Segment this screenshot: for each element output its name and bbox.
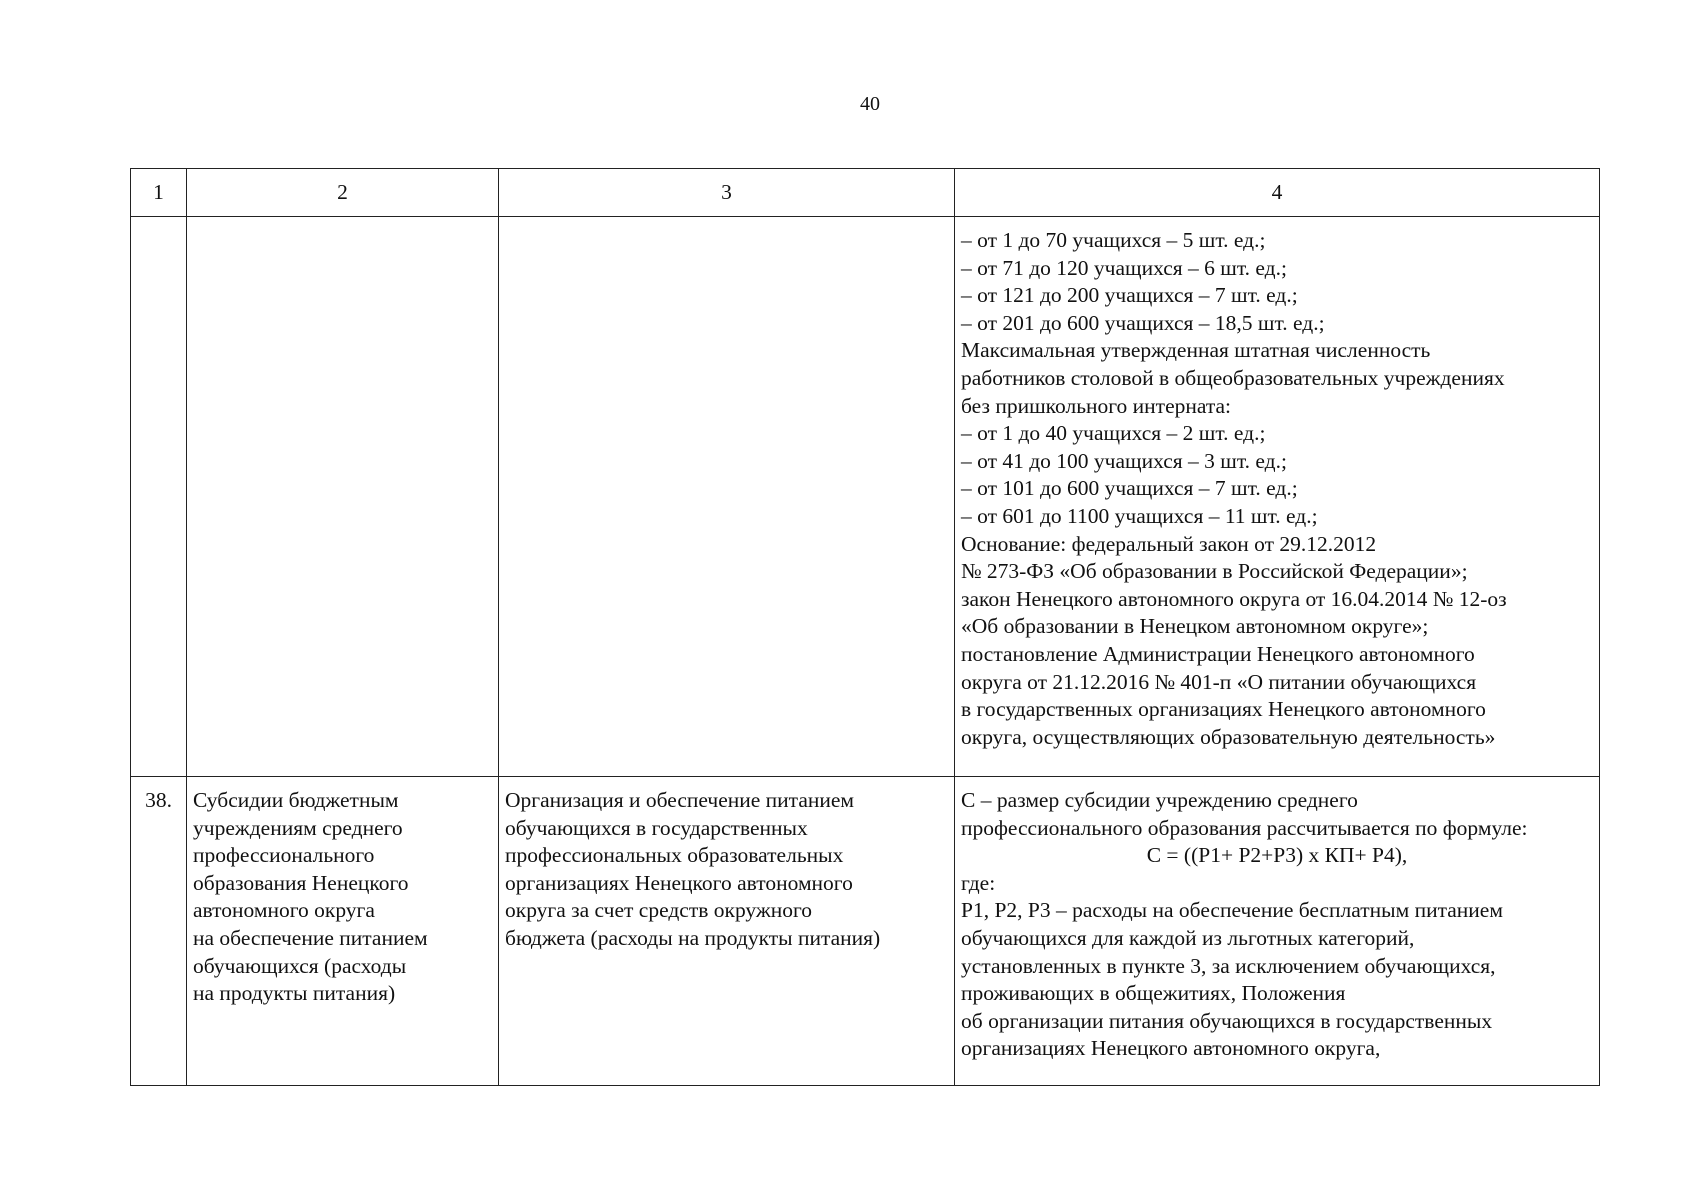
- text-line: без пришкольного интерната:: [961, 393, 1232, 418]
- header-cell-4: 4: [955, 169, 1600, 217]
- text-line: профессионального образования рассчитывается по формуле:: [961, 815, 1528, 840]
- text-line: проживающих в общежитиях, Положения: [961, 981, 1346, 1006]
- text-line: Организация и обеспечение питанием: [505, 788, 855, 812]
- text-line: округа, осуществляющих образовательную деятельность»: [961, 724, 1496, 749]
- row-38-method-cell: [955, 777, 1600, 1086]
- text-line: – от 1 до 70 учащихся – 5 шт. ед.;: [961, 228, 1266, 252]
- text-line: работников столовой в общеобразовательных учреждениях: [961, 365, 1505, 390]
- text-line: округа за счет средств окружного: [505, 898, 813, 923]
- text-line: – от 71 до 120 учащихся – 6 шт. ед.;: [961, 255, 1287, 280]
- table-row-continuation: [131, 217, 1600, 777]
- text-line: Основание: федеральный закон от 29.12.2012: [961, 531, 1377, 556]
- text-line: об организации питания обучающихся в государственных: [961, 1008, 1493, 1033]
- text-line: образования Ненецкого: [193, 870, 409, 895]
- text-line: профессионального: [193, 843, 375, 868]
- text-line: на обеспечение питанием: [193, 925, 428, 950]
- page-number: 40: [860, 93, 880, 115]
- text-line: постановление Администрации Ненецкого автономного: [961, 641, 1475, 666]
- header-cell-1: 1: [131, 169, 187, 217]
- continuation-number-cell: [131, 217, 187, 777]
- continuation-method-cell: [955, 217, 1600, 777]
- text-line: – от 101 до 600 учащихся – 7 шт. ед.;: [961, 476, 1298, 501]
- table-row-38: [131, 777, 1600, 1086]
- text-line: – от 601 до 1100 учащихся – 11 шт. ед.;: [961, 503, 1318, 528]
- text-line: где:: [961, 870, 996, 895]
- text-line: С = ((Р1+ Р2+Р3) х КП+ Р4),: [1146, 843, 1408, 868]
- text-line: организациях Ненецкого автономного округа,: [961, 1036, 1381, 1061]
- row-38-description-cell: [499, 777, 955, 1086]
- text-line: – от 41 до 100 учащихся – 3 шт. ед.;: [961, 448, 1287, 473]
- text-line: Р1, Р2, Р3 – расходы на обеспечение бесплатным питанием: [961, 898, 1503, 923]
- row-number-cell: 38.: [131, 777, 187, 1086]
- row-38-name-cell: [187, 777, 499, 1086]
- text-line: закон Ненецкого автономного округа от 16.04.2014 № 12-оз: [961, 586, 1507, 611]
- table-header-row: [131, 169, 1600, 217]
- text-line: округа от 21.12.2016 № 401-п «О питании обучающихся: [961, 669, 1477, 694]
- text-line: С – размер субсидии учреждению среднего: [961, 788, 1358, 812]
- continuation-description-cell: [499, 217, 955, 777]
- text-line: установленных в пункте 3, за исключением обучающихся,: [961, 953, 1496, 978]
- text-line: Субсидии бюджетным: [193, 788, 399, 812]
- text-line: организациях Ненецкого автономного: [505, 870, 853, 895]
- continuation-name-cell: [187, 217, 499, 777]
- text-line: № 273-ФЗ «Об образовании в Российской Федерации»;: [961, 559, 1468, 584]
- header-cell-2: 2: [187, 169, 499, 217]
- text-line: на продукты питания): [193, 981, 396, 1006]
- document-table: [130, 168, 1600, 1086]
- text-line: обучающихся для каждой из льготных категорий,: [961, 925, 1415, 950]
- text-line: в государственных организациях Ненецкого автономного: [961, 697, 1486, 722]
- text-line: бюджета (расходы на продукты питания): [505, 925, 881, 950]
- text-line: – от 1 до 40 учащихся – 2 шт. ед.;: [961, 421, 1266, 446]
- text-line: автономного округа: [193, 898, 375, 923]
- text-line: – от 121 до 200 учащихся – 7 шт. ед.;: [961, 283, 1298, 308]
- text-line: учреждениям среднего: [193, 815, 403, 840]
- text-line: – от 201 до 600 учащихся – 18,5 шт. ед.;: [961, 310, 1325, 335]
- text-line: «Об образовании в Ненецком автономном округе»;: [961, 614, 1429, 639]
- text-line: профессиональных образовательных: [505, 843, 844, 868]
- text-line: обучающихся в государственных: [505, 815, 808, 840]
- text-line: Максимальная утвержденная штатная численность: [961, 338, 1431, 363]
- header-cell-3: 3: [499, 169, 955, 217]
- text-line: обучающихся (расходы: [193, 953, 407, 978]
